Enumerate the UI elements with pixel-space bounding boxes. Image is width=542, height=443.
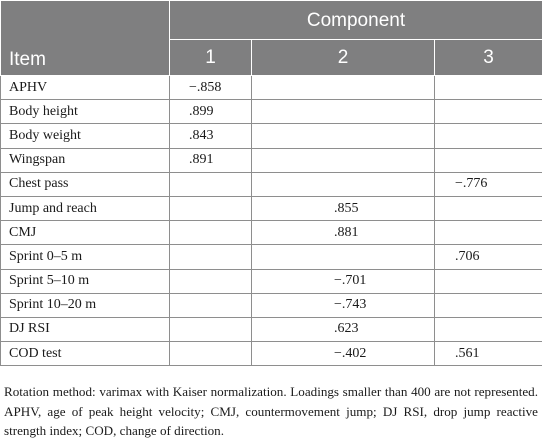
loading-cell-component-2: −.402 bbox=[252, 342, 435, 366]
item-cell: Sprint 5–10 m bbox=[1, 269, 170, 293]
loading-cell-component-3: .706 bbox=[435, 245, 542, 269]
loading-cell-component-3: .561 bbox=[435, 342, 542, 366]
loading-cell-component-3 bbox=[435, 293, 542, 317]
loading-cell-component-1: .899 bbox=[170, 100, 252, 124]
table-row bbox=[1, 124, 542, 148]
loading-cell-component-3 bbox=[435, 269, 542, 293]
loading-cell-component-1 bbox=[170, 269, 252, 293]
item-cell: Body height bbox=[1, 100, 170, 124]
loading-cell-component-3 bbox=[435, 148, 542, 172]
loading-cell-component-3: −.776 bbox=[435, 172, 542, 196]
table-row bbox=[1, 342, 542, 366]
component-group-header: Component bbox=[170, 1, 542, 40]
loading-cell-component-2 bbox=[252, 245, 435, 269]
loading-cell-component-2 bbox=[252, 76, 435, 100]
loading-cell-component-3 bbox=[435, 100, 542, 124]
table-footnote: Rotation method: varimax with Kaiser normalization. Loadings smaller than 400 are not represented. APHV, age of peak height velocity; CMJ, countermovement jump; DJ RSI, drop jump reactive strength index; COD, change of direction. bbox=[4, 384, 538, 439]
loading-cell-component-2: .855 bbox=[252, 196, 435, 220]
loading-cell-component-2 bbox=[252, 148, 435, 172]
loading-cell-component-3 bbox=[435, 124, 542, 148]
item-cell: COD test bbox=[1, 342, 170, 366]
table-body bbox=[1, 76, 542, 366]
loading-cell-component-2: −.701 bbox=[252, 269, 435, 293]
table-row bbox=[1, 269, 542, 293]
loading-cell-component-1 bbox=[170, 317, 252, 341]
table-row bbox=[1, 293, 542, 317]
item-cell: Sprint 0–5 m bbox=[1, 245, 170, 269]
item-cell: Jump and reach bbox=[1, 196, 170, 220]
component-2-header: 2 bbox=[252, 40, 435, 76]
item-cell: APHV bbox=[1, 76, 170, 100]
item-column-header: Item bbox=[1, 1, 170, 76]
table-row bbox=[1, 245, 542, 269]
table-row bbox=[1, 196, 542, 220]
loading-cell-component-1 bbox=[170, 221, 252, 245]
item-cell: Chest pass bbox=[1, 172, 170, 196]
loading-cell-component-1 bbox=[170, 172, 252, 196]
loading-cell-component-1 bbox=[170, 196, 252, 220]
item-cell: CMJ bbox=[1, 221, 170, 245]
loading-cell-component-2: −.743 bbox=[252, 293, 435, 317]
loading-cell-component-2 bbox=[252, 100, 435, 124]
table-row bbox=[1, 221, 542, 245]
component-1-header: 1 bbox=[170, 40, 252, 76]
table-row bbox=[1, 317, 542, 341]
loading-cell-component-1 bbox=[170, 245, 252, 269]
item-cell: Body weight bbox=[1, 124, 170, 148]
item-cell: DJ RSI bbox=[1, 317, 170, 341]
loading-cell-component-1 bbox=[170, 293, 252, 317]
table-row bbox=[1, 100, 542, 124]
loading-cell-component-2: .623 bbox=[252, 317, 435, 341]
loading-cell-component-1 bbox=[170, 342, 252, 366]
loading-cell-component-1: −.858 bbox=[170, 76, 252, 100]
table-row bbox=[1, 172, 542, 196]
item-cell: Wingspan bbox=[1, 148, 170, 172]
loading-cell-component-3 bbox=[435, 317, 542, 341]
loading-cell-component-3 bbox=[435, 221, 542, 245]
loading-cell-component-1: .891 bbox=[170, 148, 252, 172]
table-row bbox=[1, 148, 542, 172]
table-header bbox=[1, 1, 542, 76]
item-cell: Sprint 10–20 m bbox=[1, 293, 170, 317]
loading-cell-component-2 bbox=[252, 124, 435, 148]
component-3-header: 3 bbox=[435, 40, 542, 76]
header-row-top bbox=[1, 1, 542, 40]
table-row bbox=[1, 76, 542, 100]
loading-cell-component-3 bbox=[435, 196, 542, 220]
loading-cell-component-2: .881 bbox=[252, 221, 435, 245]
loading-cell-component-2 bbox=[252, 172, 435, 196]
loading-cell-component-1: .843 bbox=[170, 124, 252, 148]
loading-cell-component-3 bbox=[435, 76, 542, 100]
